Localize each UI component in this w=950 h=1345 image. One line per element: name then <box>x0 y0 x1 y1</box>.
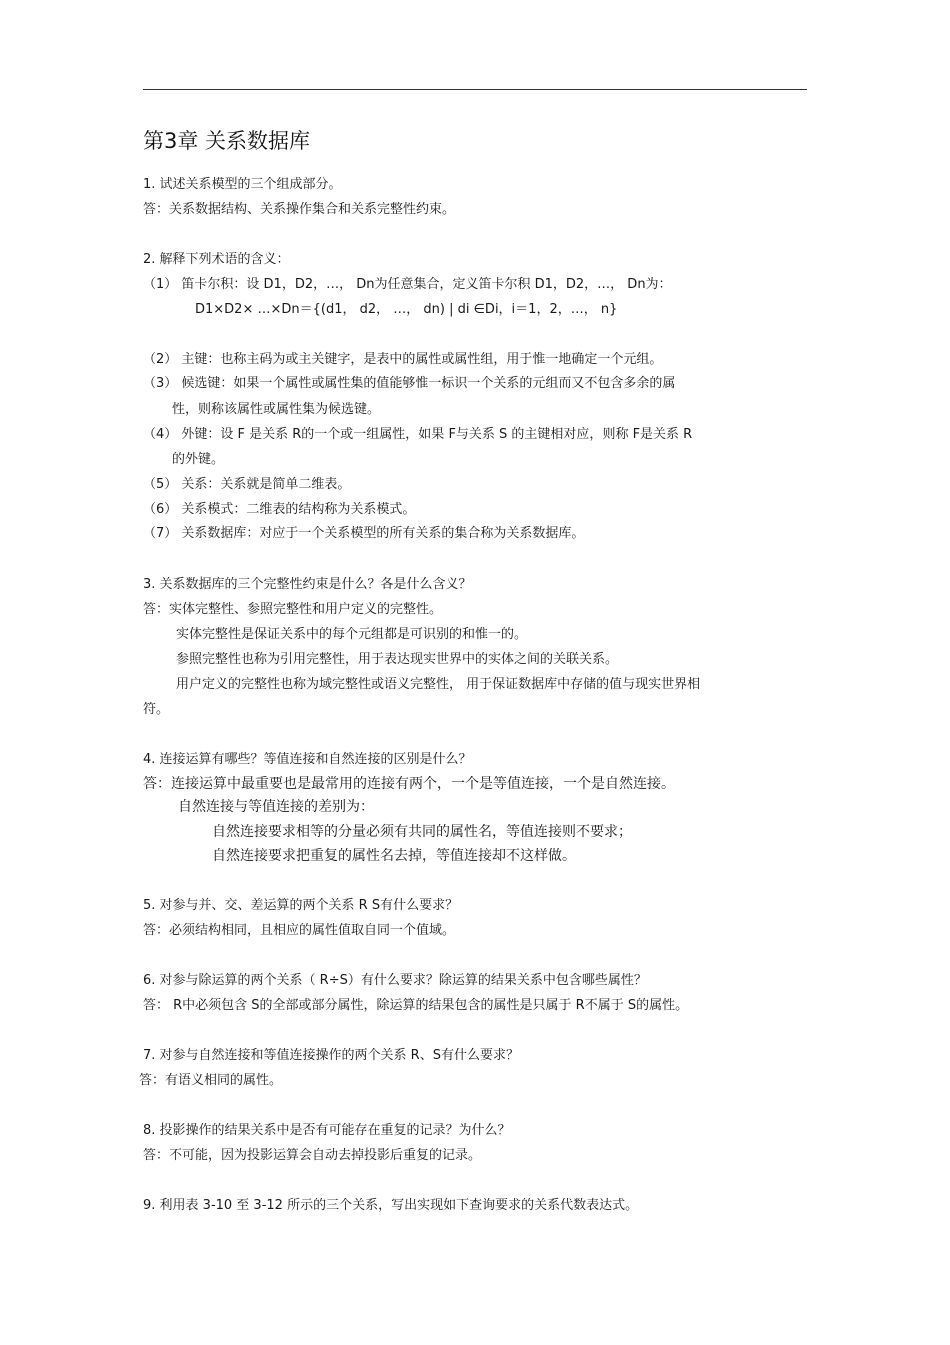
term-5-relation: （5） 关系：关系就是简单二维表。 <box>143 477 351 492</box>
term-3-candidate-key-cont: 性，则称该属性或属性集为候选键。 <box>172 402 381 417</box>
question-1: 1. 试述关系模型的三个组成部分。 <box>143 177 342 192</box>
term-3-candidate-key: （3） 候选键：如果一个属性或属性集的值能够惟一标识一个关系的元组而又不包含多余的属 <box>143 376 676 391</box>
question-2: 2. 解释下列术语的含义： <box>143 252 290 267</box>
answer-3: 答：实体完整性、参照完整性和用户定义的完整性。 <box>143 602 443 617</box>
answer-3-referential-integrity: 参照完整性也称为引用完整性，用于表达现实世界中的实体之间的关联关系。 <box>176 652 619 667</box>
answer-8: 答：不可能，因为投影运算会自动去掉投影后重复的记录。 <box>143 1148 482 1163</box>
term-4-foreign-key: （4） 外键：设 F 是关系 R的一个或一组属性，如果 F与关系 S 的主键相对应，则称 F是关系 R <box>143 427 693 442</box>
header-rule <box>143 89 807 90</box>
question-4: 4. 连接运算有哪些？等值连接和自然连接的区别是什么？ <box>143 752 472 767</box>
question-3: 3. 关系数据库的三个完整性约束是什么？各是什么含义？ <box>143 577 472 592</box>
cartesian-formula: D1×D2× …×Dn＝{(d1， d2， …， dn) | di ∈Di，i＝1，2，…， n} <box>195 302 618 317</box>
answer-7: 答：有语义相同的属性。 <box>139 1073 283 1088</box>
question-8: 8. 投影操作的结果关系中是否有可能存在重复的记录？为什么？ <box>143 1123 511 1138</box>
question-5: 5. 对参与并、交、差运算的两个关系 R S有什么要求？ <box>143 898 459 913</box>
term-2-primary-key: （2） 主键：也称主码为或主关键字，是表中的属性或属性组，用于惟一地确定一个元组。 <box>143 352 663 367</box>
question-7: 7. 对参与自然连接和等值连接操作的两个关系 R、S有什么要求？ <box>143 1048 519 1063</box>
term-1-cartesian: （1） 笛卡尔积：设 D1，D2，…， Dn为任意集合，定义笛卡尔积 D1，D2，…， Dn为： <box>143 277 672 292</box>
answer-4-diff-2: 自然连接要求把重复的属性名去掉，等值连接却不这样做。 <box>212 848 576 864</box>
answer-1: 答：关系数据结构、关系操作集合和关系完整性约束。 <box>143 202 456 217</box>
question-6: 6. 对参与除运算的两个关系（ R÷S）有什么要求？除运算的结果关系中包含哪些属性？ <box>143 973 647 988</box>
answer-4-diff-1: 自然连接要求相等的分量必须有共同的属性名，等值连接则不要求； <box>212 824 632 840</box>
answer-3-user-defined-integrity-cont: 符。 <box>143 702 170 717</box>
answer-5: 答：必须结构相同，且相应的属性值取自同一个值域。 <box>143 923 456 938</box>
term-4-foreign-key-cont: 的外键。 <box>172 452 225 467</box>
answer-3-entity-integrity: 实体完整性是保证关系中的每个元组都是可识别的和惟一的。 <box>176 627 528 642</box>
answer-6: 答： R中必须包含 S的全部或部分属性，除运算的结果包含的属性是只属于 R不属于 S的属性。 <box>143 998 689 1013</box>
question-9: 9. 利用表 3-10 至 3-12 所示的三个关系，写出实现如下查询要求的关系代数表达式。 <box>143 1198 639 1213</box>
answer-4: 答：连接运算中最重要也是最常用的连接有两个，一个是等值连接，一个是自然连接。 <box>143 776 675 792</box>
term-6-relation-schema: （6） 关系模式：二维表的结构称为关系模式。 <box>143 502 416 517</box>
chapter-title: 第3章 关系数据库 <box>143 129 311 153</box>
answer-3-user-defined-integrity: 用户定义的完整性也称为域完整性或语义完整性， 用于保证数据库中存储的值与现实世界相 <box>176 677 701 692</box>
answer-4-diff-heading: 自然连接与等值连接的差别为： <box>178 799 374 815</box>
term-7-relational-database: （7） 关系数据库：对应于一个关系模型的所有关系的集合称为关系数据库。 <box>143 526 585 541</box>
